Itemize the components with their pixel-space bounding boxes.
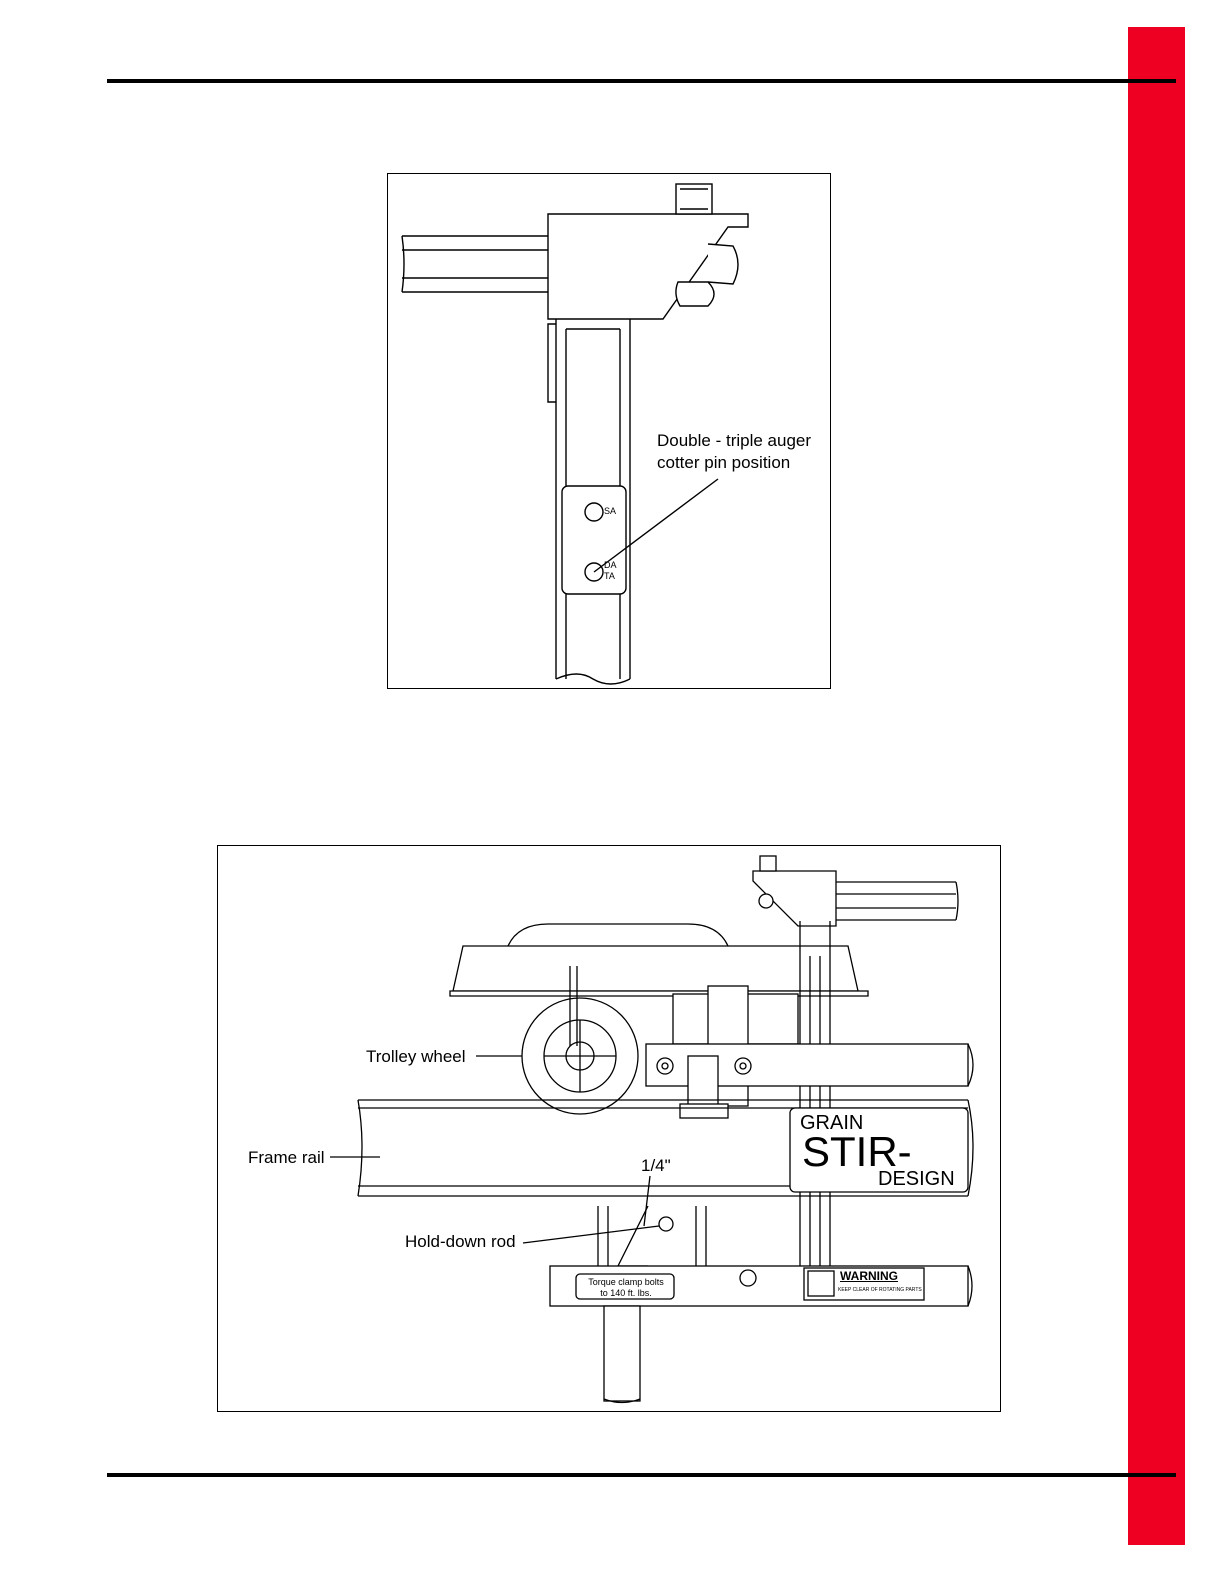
figure-cotter-pin-position [387, 173, 831, 689]
trolley-wheel-label: Trolley wheel [366, 1047, 466, 1066]
callout-line-1: Double - triple auger [657, 431, 812, 450]
logo-design: DESIGN [878, 1168, 955, 1190]
frame-rail-label: Frame rail [248, 1148, 325, 1167]
hole-da-label: DA [604, 560, 617, 570]
hold-down-rod-label: Hold-down rod [405, 1232, 516, 1251]
clearance-label: 1/4" [641, 1156, 671, 1175]
warning-label: WARNING [840, 1269, 898, 1283]
header-rule [107, 79, 1176, 83]
figure-trolley-assembly [217, 845, 1001, 1412]
warning-subtext: KEEP CLEAR OF ROTATING PARTS [838, 1287, 922, 1293]
callout-line-2: cotter pin position [657, 453, 791, 472]
logo-grain: GRAIN [800, 1112, 864, 1134]
torque-line-2: to 140 ft. lbs. [600, 1288, 652, 1298]
red-edge-tab [1128, 27, 1185, 1545]
torque-line-1: Torque clamp bolts [588, 1277, 664, 1287]
hole-sa-label: SA [604, 506, 617, 516]
hole-ta-label: TA [604, 571, 615, 581]
footer-rule [107, 1473, 1176, 1477]
logo-stir: STIR- [802, 1128, 912, 1175]
